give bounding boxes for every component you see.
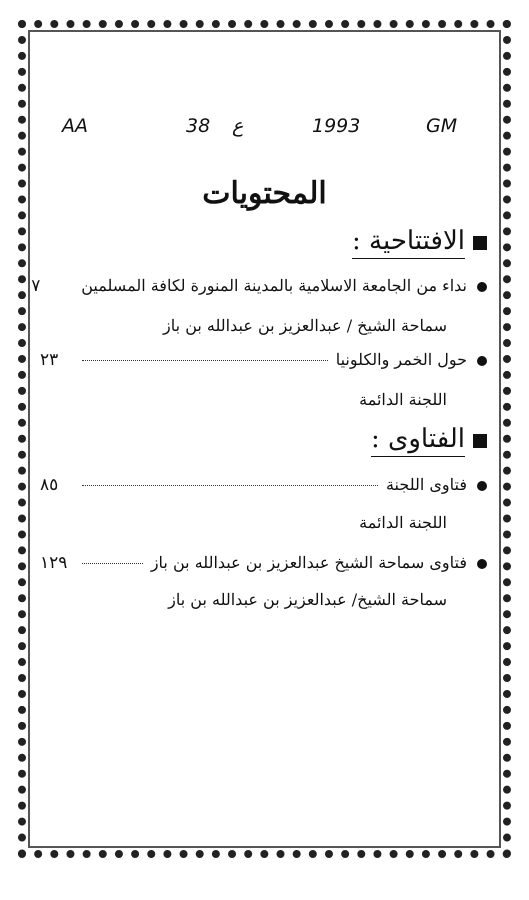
page-number: ٨٥ xyxy=(40,475,59,495)
entry-author: اللجنة الدائمة xyxy=(359,513,447,532)
toc-entry[interactable] xyxy=(31,276,487,296)
bullet-icon xyxy=(477,356,487,366)
handwritten-note: GM xyxy=(426,115,458,137)
bullet-icon xyxy=(477,481,487,491)
section-heading-fatwas xyxy=(371,424,487,457)
handwritten-notes xyxy=(0,115,529,155)
entry-title: فتاوى سماحة الشيخ عبدالعزيز بن عبدالله بن باز xyxy=(150,553,467,572)
entry-author: سماحة الشيخ/ عبدالعزيز بن عبدالله بن باز xyxy=(168,590,447,609)
page-number: ١٢٩ xyxy=(40,553,68,573)
entry-author: اللجنة الدائمة xyxy=(359,390,447,409)
toc-entry[interactable] xyxy=(40,475,487,495)
bullet-icon xyxy=(477,282,487,292)
toc-entry[interactable] xyxy=(40,350,487,370)
bullet-icon xyxy=(477,559,487,569)
dot-leader xyxy=(82,360,328,361)
page-title: المحتويات xyxy=(202,176,327,211)
section-label: الفتاوى : xyxy=(371,424,465,457)
dot-leader xyxy=(82,485,378,486)
handwritten-note: 38 xyxy=(186,115,211,137)
toc-entry[interactable] xyxy=(40,553,487,573)
section-label: الافتتاحية : xyxy=(352,226,465,259)
handwritten-note: ع xyxy=(232,115,244,137)
page-number: ٧ xyxy=(31,276,41,296)
square-bullet-icon xyxy=(473,236,487,250)
entry-title: نداء من الجامعة الاسلامية بالمدينة المنورة لكافة المسلمين xyxy=(81,276,467,295)
square-bullet-icon xyxy=(473,434,487,448)
page-number: ٢٣ xyxy=(40,350,59,370)
entry-author: سماحة الشيخ / عبدالعزيز بن عبدالله بن باز xyxy=(163,316,447,335)
handwritten-note: AA xyxy=(62,115,88,137)
dot-leader xyxy=(82,563,143,564)
section-heading-editorial xyxy=(352,226,487,259)
entry-title: حول الخمر والكلونيا xyxy=(335,350,467,369)
entry-title: فتاوى اللجنة xyxy=(385,475,467,494)
handwritten-note: 1993 xyxy=(312,115,361,137)
